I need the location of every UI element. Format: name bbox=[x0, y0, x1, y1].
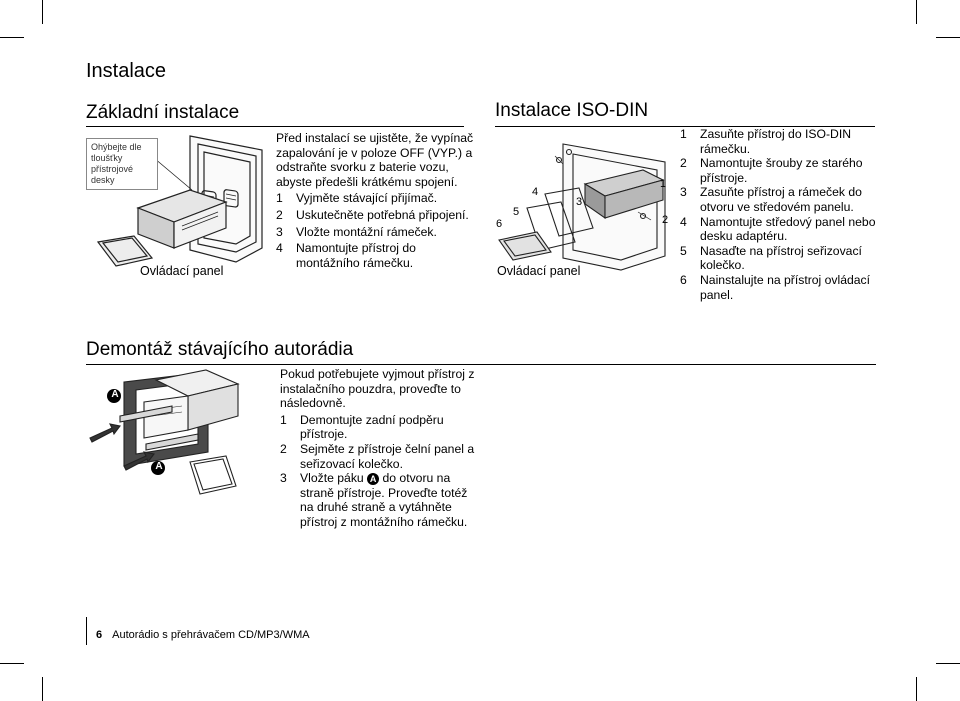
crop-mark bbox=[42, 0, 43, 24]
iso-callout-3: 3 bbox=[576, 196, 583, 208]
iso-figure-label: Ovládací panel bbox=[497, 264, 581, 278]
list-item: 3 Vložte montážní rámeček. bbox=[276, 224, 437, 239]
footer-rule bbox=[86, 617, 87, 645]
list-item: 1 Vyjměte stávající přijímač. bbox=[276, 191, 438, 206]
list-item: 2 Sejměte z přístroje čelní panel a seřizovací kolečko. bbox=[280, 441, 475, 471]
basic-heading-rule bbox=[86, 126, 464, 127]
list-item: 2 Namontujte šrouby ze starého přístroje. bbox=[680, 156, 863, 185]
crop-mark bbox=[916, 0, 917, 24]
list-item: 1 Zasuňte přístroj do ISO-DIN rámečku. bbox=[680, 127, 852, 156]
iso-callout-4: 4 bbox=[532, 186, 539, 198]
removal-heading-rule bbox=[86, 364, 876, 365]
footer bbox=[96, 629, 310, 641]
list-item: 2 Uskutečněte potřebná připojení. bbox=[276, 207, 469, 222]
list-item: 3 Vložte páku A do otvoru na straně přístroje. Proveďte totéž na druhé straně a vytáhněte přístroj z montážního rámečku. bbox=[280, 471, 468, 529]
iso-callout-2: 2 bbox=[662, 214, 669, 226]
basic-intro: Před instalací se ujistěte, že vypínač zapalování je v poloze OFF (VYP.) a odstraňte svorku z baterie vozu, abyste předešli krátkému spojení. bbox=[276, 131, 474, 189]
iso-installation-figure bbox=[493, 132, 673, 282]
iso-callout-6: 6 bbox=[496, 218, 503, 230]
lever-a-badge: A bbox=[367, 473, 379, 485]
basic-steps bbox=[276, 131, 476, 270]
list-item: 4 Namontujte přístroj do montážního rámečku. bbox=[276, 241, 416, 270]
basic-heading: Základní instalace bbox=[86, 102, 240, 123]
iso-steps bbox=[680, 127, 880, 302]
removal-heading: Demontáž stávajícího autorádia bbox=[86, 339, 354, 360]
basic-figure-label: Ovládací panel bbox=[140, 264, 224, 278]
crop-mark bbox=[42, 677, 43, 701]
crop-mark bbox=[916, 677, 917, 701]
iso-callout-5: 5 bbox=[513, 206, 520, 218]
crop-mark bbox=[0, 663, 24, 664]
iso-heading: Instalace ISO-DIN bbox=[495, 100, 649, 121]
page-number: 6 bbox=[96, 629, 103, 641]
crop-mark bbox=[936, 37, 960, 38]
page-title: Instalace bbox=[86, 60, 167, 82]
bracket-label: Ohýbejte dle tloušťky přístrojové desky bbox=[86, 138, 158, 190]
removal-intro: Pokud potřebujete vyjmout přístroj z instalačního pouzdra, proveďte to následovně. bbox=[280, 367, 475, 411]
list-item: 4 Namontujte středový panel nebo desku adaptéru. bbox=[680, 214, 876, 244]
list-item: 3 Zasuňte přístroj a rámeček do otvoru ve středovém panelu. bbox=[680, 185, 862, 214]
list-item: 1 Demontujte zadní podpěru přístroje. bbox=[280, 412, 444, 442]
removal-callout-a-1: A bbox=[111, 389, 119, 400]
removal-steps bbox=[280, 367, 476, 530]
removal-figure bbox=[86, 366, 256, 506]
footer-text: Autorádio s přehrávačem CD/MP3/WMA bbox=[112, 629, 310, 641]
crop-mark bbox=[0, 37, 24, 38]
list-item: 6 Nainstalujte na přístroj ovládací panel. bbox=[680, 272, 871, 302]
crop-mark bbox=[936, 663, 960, 664]
iso-callout-1: 1 bbox=[660, 178, 667, 190]
removal-callout-a-2: A bbox=[155, 461, 163, 472]
list-item: 5 Nasaďte na přístroj seřizovací kolečko. bbox=[680, 243, 862, 273]
